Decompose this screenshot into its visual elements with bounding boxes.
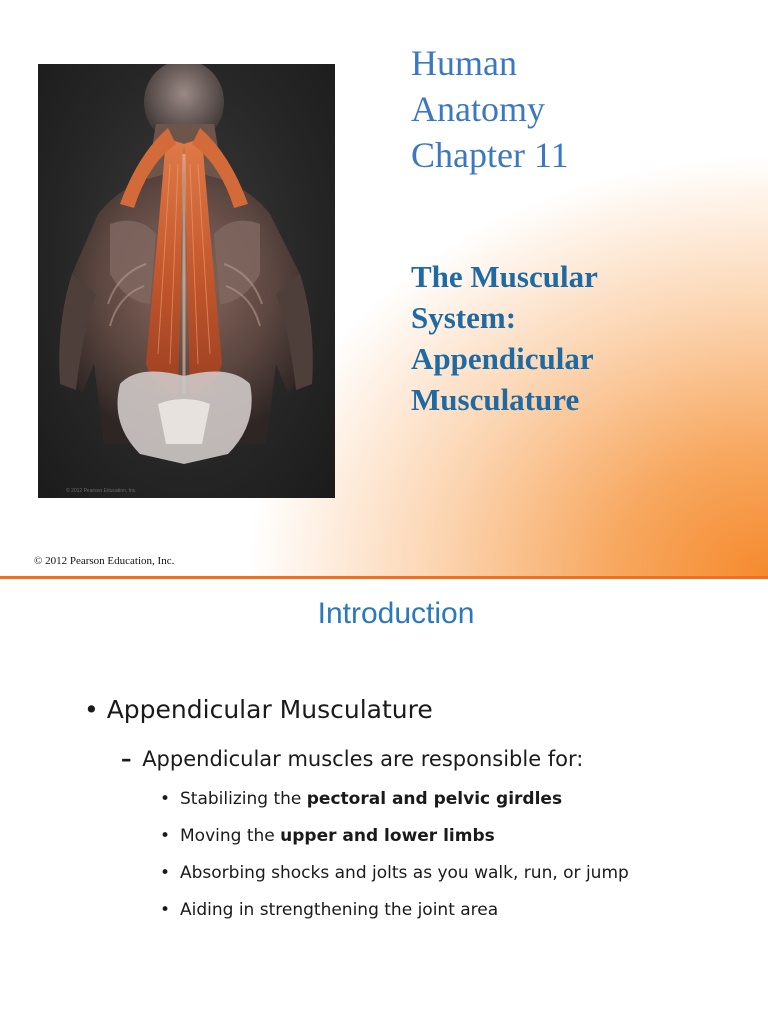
copyright-notice: © 2012 Pearson Education, Inc. [34,555,175,567]
subtitle-line: The Muscular [411,259,598,294]
subtitle-line: System: [411,300,517,335]
title-line: Chapter 11 [411,135,569,175]
item-text: Aiding in strengthening the joint area [180,900,499,920]
subtitle-line: Musculature [411,382,580,417]
bullet-icon: • [84,695,99,724]
bullet-icon: • [160,863,171,883]
item-bold-text: pectoral and pelvic girdles [306,789,563,809]
back-anatomy-figure [38,64,335,498]
bullet-text: Appendicular Musculature [106,695,433,724]
bullet-text: Appendicular muscles are responsible for: [142,747,584,771]
bullet-icon: • [160,789,171,809]
item-bold-text: upper and lower limbs [280,826,495,846]
dash-icon: – [121,747,132,771]
slide-heading: Introduction [317,597,475,630]
list-item [160,900,498,920]
back-muscles-illustration [38,64,335,498]
chapter-title [411,40,751,178]
chapter-subtitle [411,256,751,420]
item-text: Moving the [180,826,281,846]
bullet-icon: • [160,900,171,920]
list-item [160,789,562,809]
item-text: Absorbing shocks and jolts as you walk, run, or jump [180,863,629,883]
level2-bullet-item [121,747,583,771]
title-line: Human [411,43,517,83]
list-item [160,826,495,846]
level1-bullet-item [84,695,433,724]
bullet-icon: • [160,826,171,846]
introduction-slide [0,579,768,1024]
title-line: Anatomy [411,89,545,129]
subtitle-line: Appendicular [411,341,594,376]
item-text: Stabilizing the [180,789,307,809]
list-item [160,863,629,883]
photo-credit: © 2012 Pearson Education, Inc. [66,488,137,494]
